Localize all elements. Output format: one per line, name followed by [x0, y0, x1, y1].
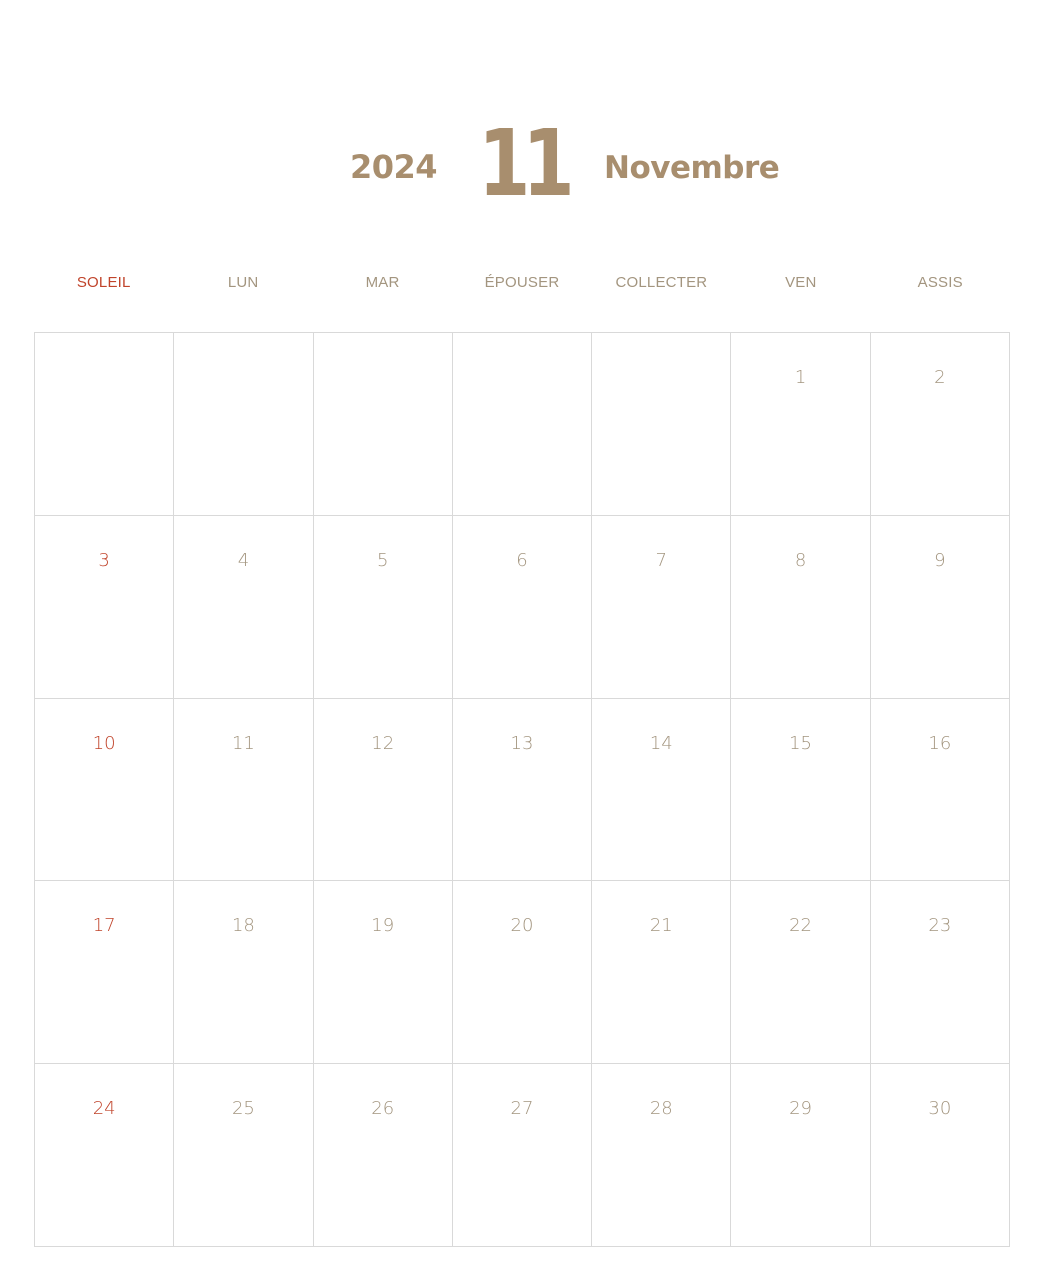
day-cell[interactable]: [731, 1064, 870, 1247]
day-number: 19: [371, 915, 395, 937]
day-cell[interactable]: [871, 699, 1010, 882]
day-number: 26: [371, 1098, 395, 1120]
day-number: 10: [92, 732, 116, 754]
day-cell[interactable]: [314, 516, 453, 699]
day-cell[interactable]: [871, 881, 1010, 1064]
day-cell[interactable]: [35, 881, 174, 1064]
day-cell[interactable]: [174, 881, 313, 1064]
weekday-wednesday: ÉPOUSER: [484, 274, 560, 291]
day-number: 13: [510, 732, 534, 754]
day-cell[interactable]: [453, 1064, 592, 1247]
day-cell[interactable]: [731, 516, 870, 699]
day-cell[interactable]: [592, 333, 731, 516]
day-number: 20: [510, 915, 534, 937]
day-number: 2: [934, 367, 946, 388]
weekday-friday: VEN: [785, 274, 817, 291]
day-cell[interactable]: [174, 516, 313, 699]
day-number: 29: [789, 1098, 813, 1120]
day-number: 18: [231, 915, 255, 937]
day-cell[interactable]: [35, 333, 174, 516]
day-number: 23: [928, 915, 952, 937]
calendar-header: [0, 0, 1043, 240]
day-cell[interactable]: [314, 1064, 453, 1247]
day-cell[interactable]: [731, 881, 870, 1064]
day-cell[interactable]: [871, 1064, 1010, 1247]
day-number: 14: [649, 732, 673, 754]
day-number: 24: [92, 1098, 116, 1120]
day-number: 30: [928, 1098, 952, 1120]
weekday-saturday: ASSIS: [917, 274, 963, 291]
day-cell[interactable]: [314, 333, 453, 516]
year-label: 2024: [350, 148, 438, 186]
day-cell[interactable]: [731, 699, 870, 882]
calendar-grid: [34, 332, 1010, 1247]
day-number: 5: [376, 549, 389, 571]
day-number: 1: [794, 367, 807, 388]
day-cell[interactable]: [453, 699, 592, 882]
month-number: 11: [478, 110, 567, 217]
day-number: 8: [794, 549, 807, 571]
day-cell[interactable]: [174, 1064, 313, 1247]
day-cell[interactable]: [592, 516, 731, 699]
day-cell[interactable]: [174, 333, 313, 516]
day-number: 16: [928, 732, 952, 754]
day-cell[interactable]: [871, 516, 1010, 699]
day-cell[interactable]: [871, 333, 1010, 516]
weekday-tuesday: MAR: [365, 274, 400, 291]
day-number: 6: [516, 549, 528, 571]
day-number: 12: [371, 732, 395, 754]
weekday-header-row: [34, 274, 1010, 298]
day-number: 15: [789, 732, 813, 754]
day-number: 7: [655, 549, 667, 571]
day-number: 17: [92, 915, 116, 937]
day-cell[interactable]: [731, 333, 870, 516]
day-number: 9: [934, 549, 946, 571]
day-cell[interactable]: [35, 516, 174, 699]
day-number: 22: [789, 915, 813, 937]
weekday-monday: LUN: [227, 274, 259, 291]
day-number: 21: [649, 915, 673, 937]
month-name: Novembre: [604, 150, 780, 186]
day-cell[interactable]: [592, 881, 731, 1064]
day-cell[interactable]: [453, 333, 592, 516]
day-cell[interactable]: [35, 699, 174, 882]
day-cell[interactable]: [174, 699, 313, 882]
day-cell[interactable]: [314, 699, 453, 882]
day-cell[interactable]: [314, 881, 453, 1064]
weekday-sunday: SOLEIL: [76, 274, 131, 291]
day-number: 4: [237, 549, 250, 571]
day-cell[interactable]: [592, 699, 731, 882]
day-number: 11: [231, 732, 255, 754]
day-number: 27: [510, 1098, 534, 1120]
day-cell[interactable]: [453, 516, 592, 699]
weekday-thursday: COLLECTER: [615, 274, 708, 291]
day-number: 25: [231, 1098, 255, 1120]
day-number: 28: [649, 1098, 673, 1120]
day-cell[interactable]: [453, 881, 592, 1064]
day-cell[interactable]: [35, 1064, 174, 1247]
day-cell[interactable]: [592, 1064, 731, 1247]
day-number: 3: [98, 549, 110, 571]
